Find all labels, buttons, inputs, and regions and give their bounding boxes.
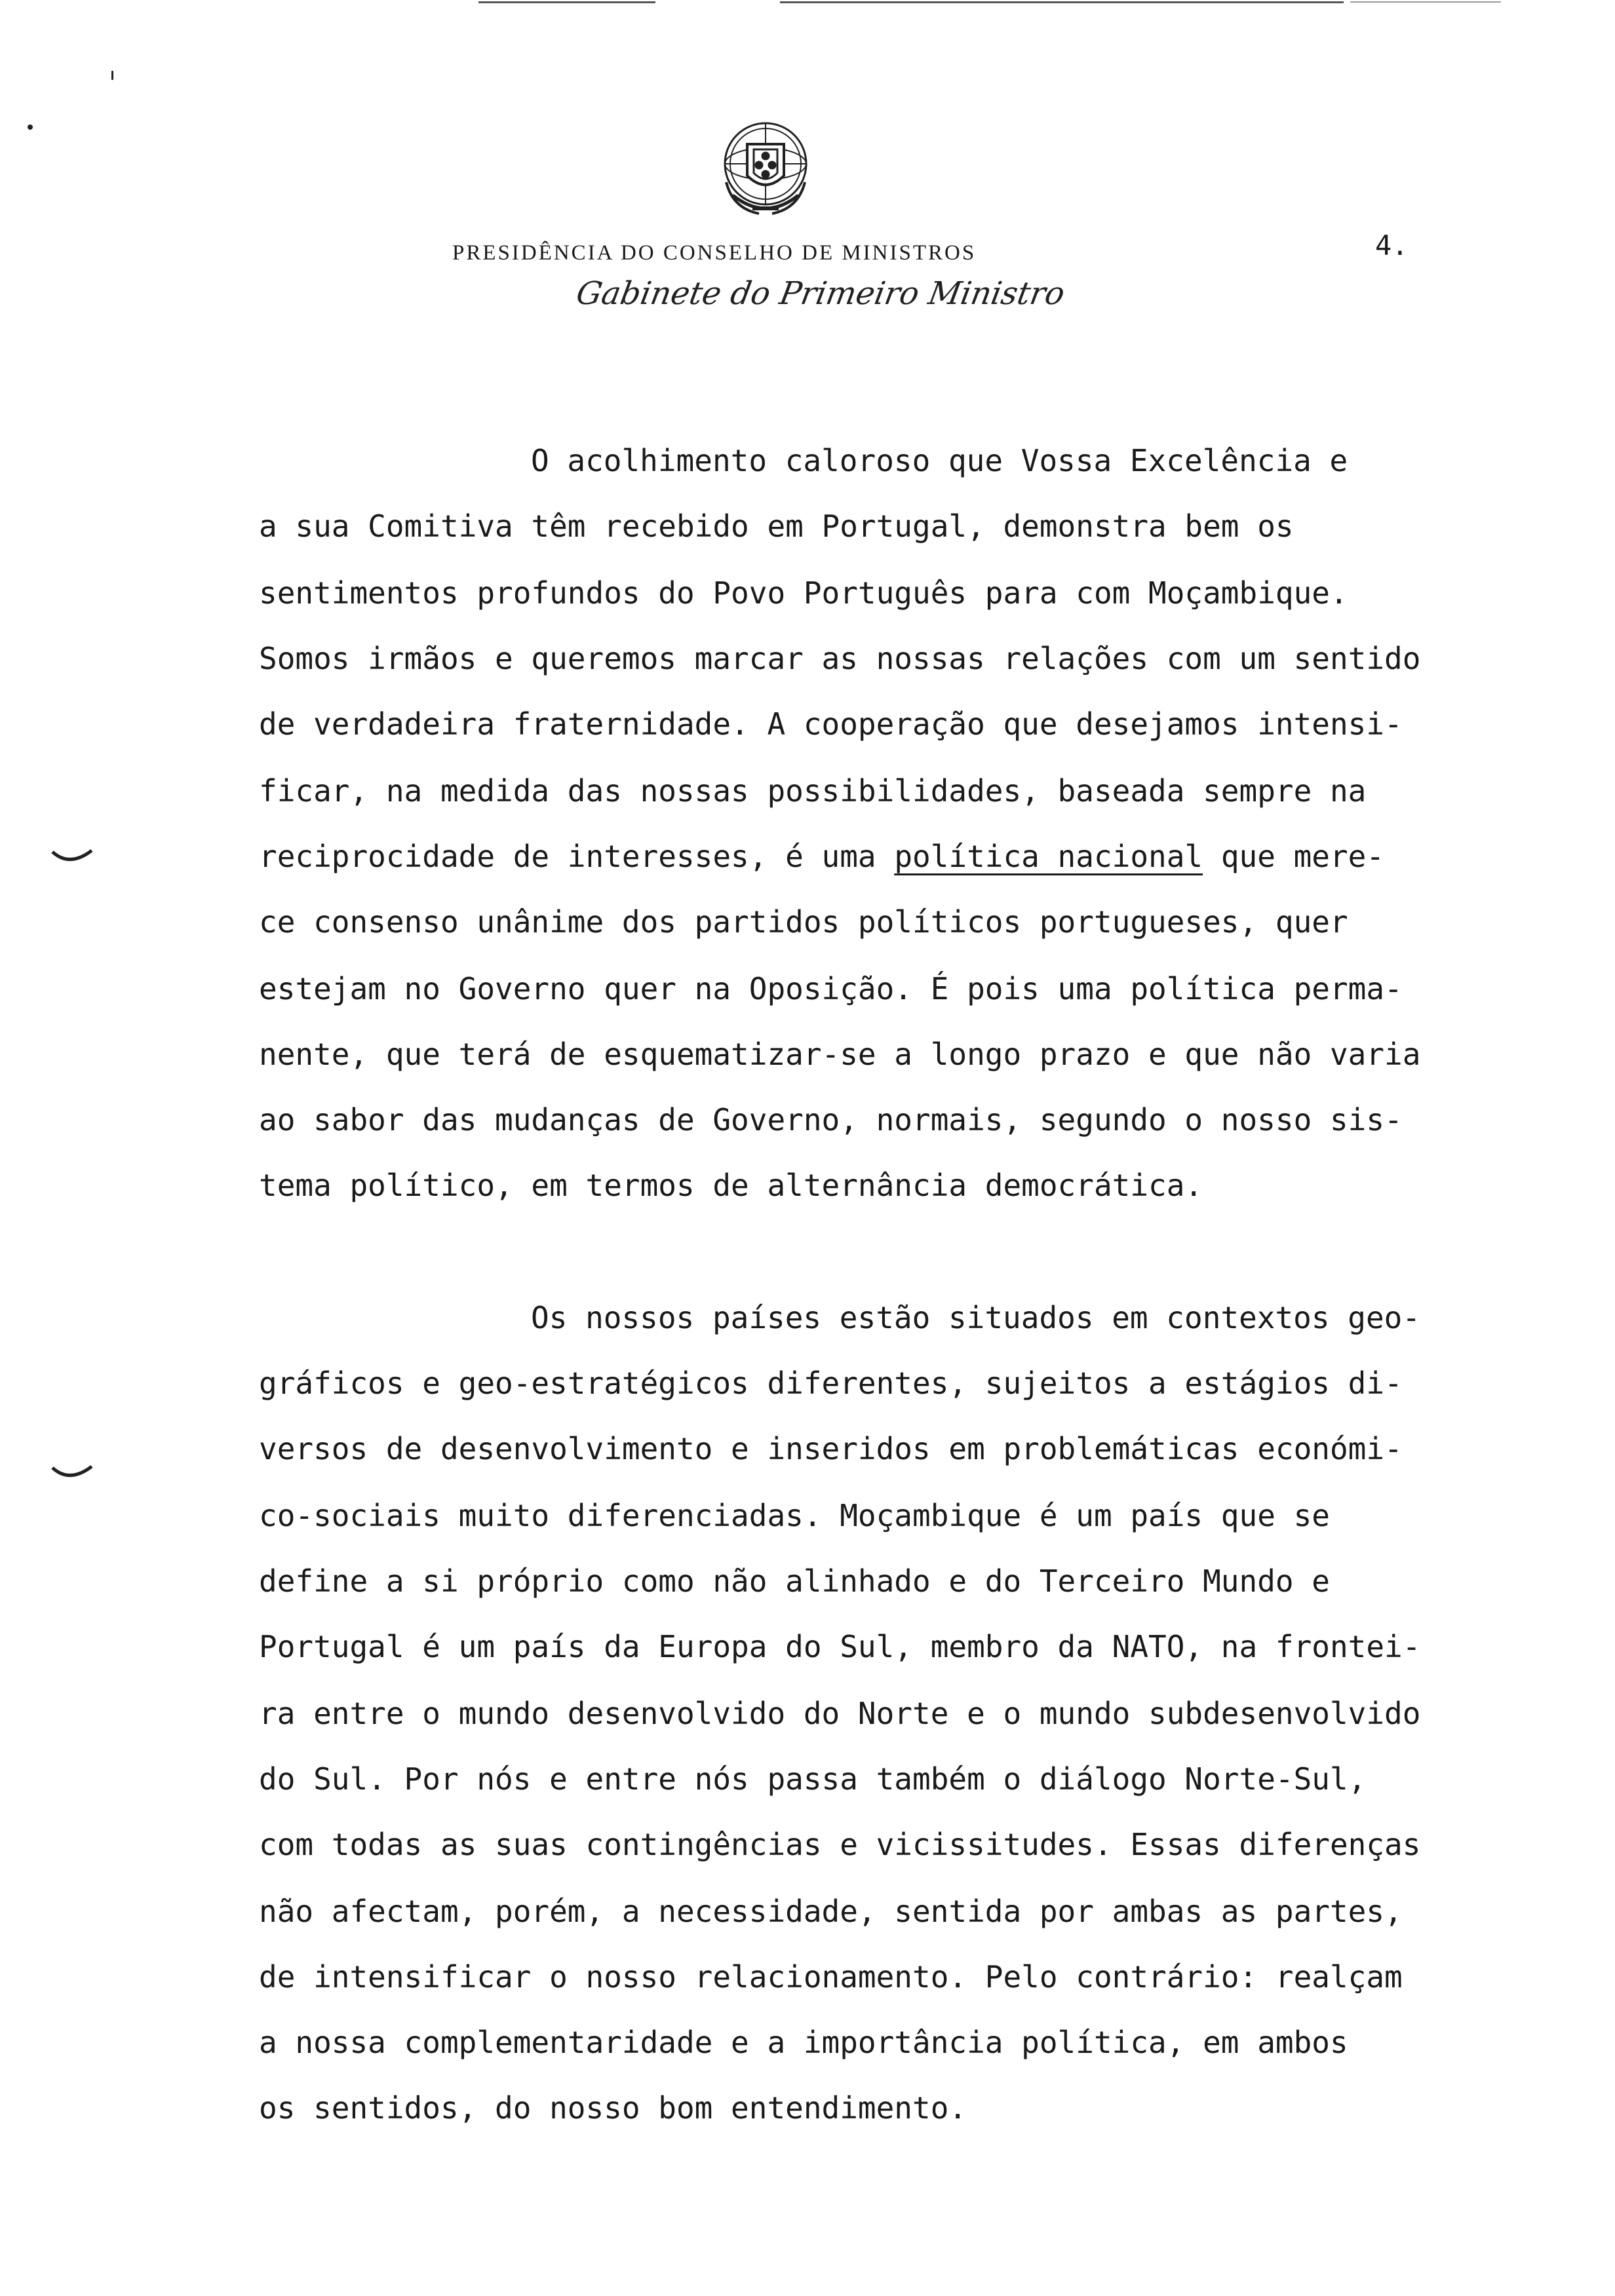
bracket-mark-icon (50, 1461, 96, 1487)
text-line: ao sabor das mudanças de Governo, normais, segundo o nosso sis- (259, 1102, 1403, 1138)
text-line (259, 839, 1385, 874)
text-line: ra entre o mundo desenvolvido do Norte e o mundo subdesenvolvido (259, 1696, 1421, 1731)
text-segment: que mere- (1203, 839, 1385, 874)
text-line: com todas as suas contingências e vicissitudes. Essas diferenças (259, 1827, 1421, 1862)
text-line: versos de desenvolvimento e inseridos em problemáticas económi- (259, 1431, 1403, 1466)
underlined-phrase: política nacional (894, 839, 1203, 874)
text-line: de intensificar o nosso relacionamento. Pelo contrário: realçam (259, 1959, 1403, 1995)
text-line: gráficos e geo-estratégicos diferentes, sujeitos a estágios di- (259, 1366, 1403, 1401)
text-line: sentimentos profundos do Povo Português para com Moçambique. (259, 575, 1348, 611)
text-line: não afectam, porém, a necessidade, sentida por ambas as partes, (259, 1894, 1403, 1929)
scan-speck (28, 124, 33, 130)
text-line: O acolhimento caloroso que Vossa Excelência e (531, 443, 1348, 478)
text-line: Portugal é um país da Europa do Sul, membro da NATO, na frontei- (259, 1629, 1421, 1664)
text-line: ce consenso unânime dos partidos políticos portugueses, quer (259, 904, 1348, 940)
office-name: Gabinete do Primeiro Ministro (574, 275, 1068, 312)
text-line: Somos irmãos e queremos marcar as nossas relações com um sentido (259, 641, 1421, 676)
portuguese-coat-of-arms-icon (707, 110, 825, 228)
scan-artifact-line (780, 1, 1344, 3)
text-line: os sentidos, do nosso bom entendimento. (259, 2090, 967, 2126)
page-number: 4. (1375, 229, 1409, 261)
text-line: de verdadeira fraternidade. A cooperação que desejamos intensi- (259, 706, 1403, 742)
text-line: tema político, em termos de alternância democrática. (259, 1168, 1203, 1203)
text-line: define a si próprio como não alinhado e do Terceiro Mundo e (259, 1563, 1330, 1599)
text-segment: reciprocidade de interesses, é uma (259, 839, 895, 874)
text-line: ficar, na medida das nossas possibilidades, baseada sempre na (259, 773, 1367, 809)
text-line: Os nossos países estão situados em contextos geo- (531, 1300, 1421, 1335)
organization-name: PRESIDÊNCIA DO CONSELHO DE MINISTROS (452, 241, 977, 265)
text-line: estejam no Governo quer na Oposição. É pois uma política perma- (259, 971, 1403, 1006)
scan-speck (111, 71, 113, 80)
text-line: co-sociais muito diferenciadas. Moçambique é um país que se (259, 1498, 1330, 1533)
text-line: nente, que terá de esquematizar-se a longo prazo e que não varia (259, 1037, 1421, 1072)
scan-artifact-line (1350, 1, 1501, 3)
scan-artifact-line (478, 1, 655, 3)
text-line: do Sul. Por nós e entre nós passa também o diálogo Norte-Sul, (259, 1761, 1367, 1797)
bracket-mark-icon (50, 845, 96, 871)
text-line: a sua Comitiva têm recebido em Portugal, demonstra bem os (259, 508, 1294, 544)
text-line: a nossa complementaridade e a importância política, em ambos (259, 2025, 1348, 2060)
